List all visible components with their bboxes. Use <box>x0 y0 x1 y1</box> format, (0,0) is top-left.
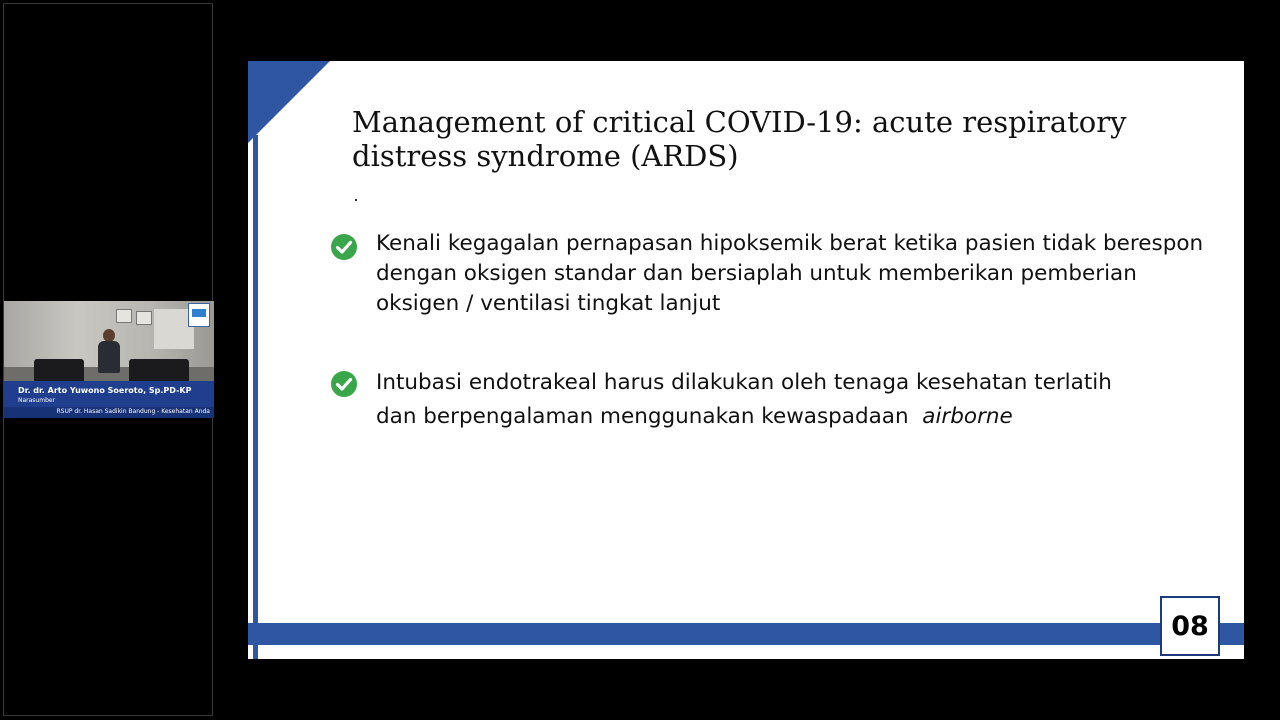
speaker-figure <box>97 329 121 373</box>
check-circle-icon <box>330 233 358 261</box>
bullet-text <box>376 229 1216 319</box>
wall-frame <box>136 311 152 325</box>
title-line-1: Management of critical COVID-19: acute respiratory <box>352 105 1127 139</box>
channel-logo-mark <box>192 309 206 317</box>
bullet-line: Kenali kegagalan pernapasan hipoksemik berat ketika pasien tidak berespon <box>376 231 1204 256</box>
organization-bar <box>4 407 214 418</box>
check-circle-icon <box>330 370 358 398</box>
speaker-body <box>98 341 120 373</box>
emphasis-text: airborne <box>922 404 1013 429</box>
presentation-slide <box>248 61 1244 659</box>
bullet-line: dan berpengalaman menggunakan kewaspadaan <box>376 404 923 429</box>
speaker-video <box>4 301 214 418</box>
channel-logo-icon <box>188 303 210 327</box>
organization-name: RSUP dr. Hasan Sadikin Bandung - Kesehatan Anda <box>56 408 210 415</box>
slide-title <box>352 105 1212 173</box>
speaker-role: Narasumber <box>18 397 56 404</box>
sofa <box>129 359 189 383</box>
bullet-text <box>376 366 1216 434</box>
bullet-line: Intubasi endotrakeal harus dilakukan oleh tenaga kesehatan terlatih <box>376 370 1112 395</box>
page-number: 08 <box>1160 596 1220 656</box>
speaker-name: Dr. dr. Arto Yuwono Soeroto, Sp.PD-KP <box>18 386 192 395</box>
slide-left-border <box>253 135 258 659</box>
slide-bottom-bar <box>248 623 1244 645</box>
bullet-line: dengan oksigen standar dan bersiaplah untuk memberikan pemberian <box>376 261 1137 286</box>
sofa <box>34 359 84 383</box>
title-line-2: distress syndrome (ARDS) <box>352 139 739 173</box>
lower-third <box>4 381 214 418</box>
corner-decoration-icon <box>248 61 332 145</box>
stray-dot <box>355 199 357 201</box>
bullet-line: oksigen / ventilasi tingkat lanjut <box>376 291 721 316</box>
wall-frame <box>116 309 132 323</box>
